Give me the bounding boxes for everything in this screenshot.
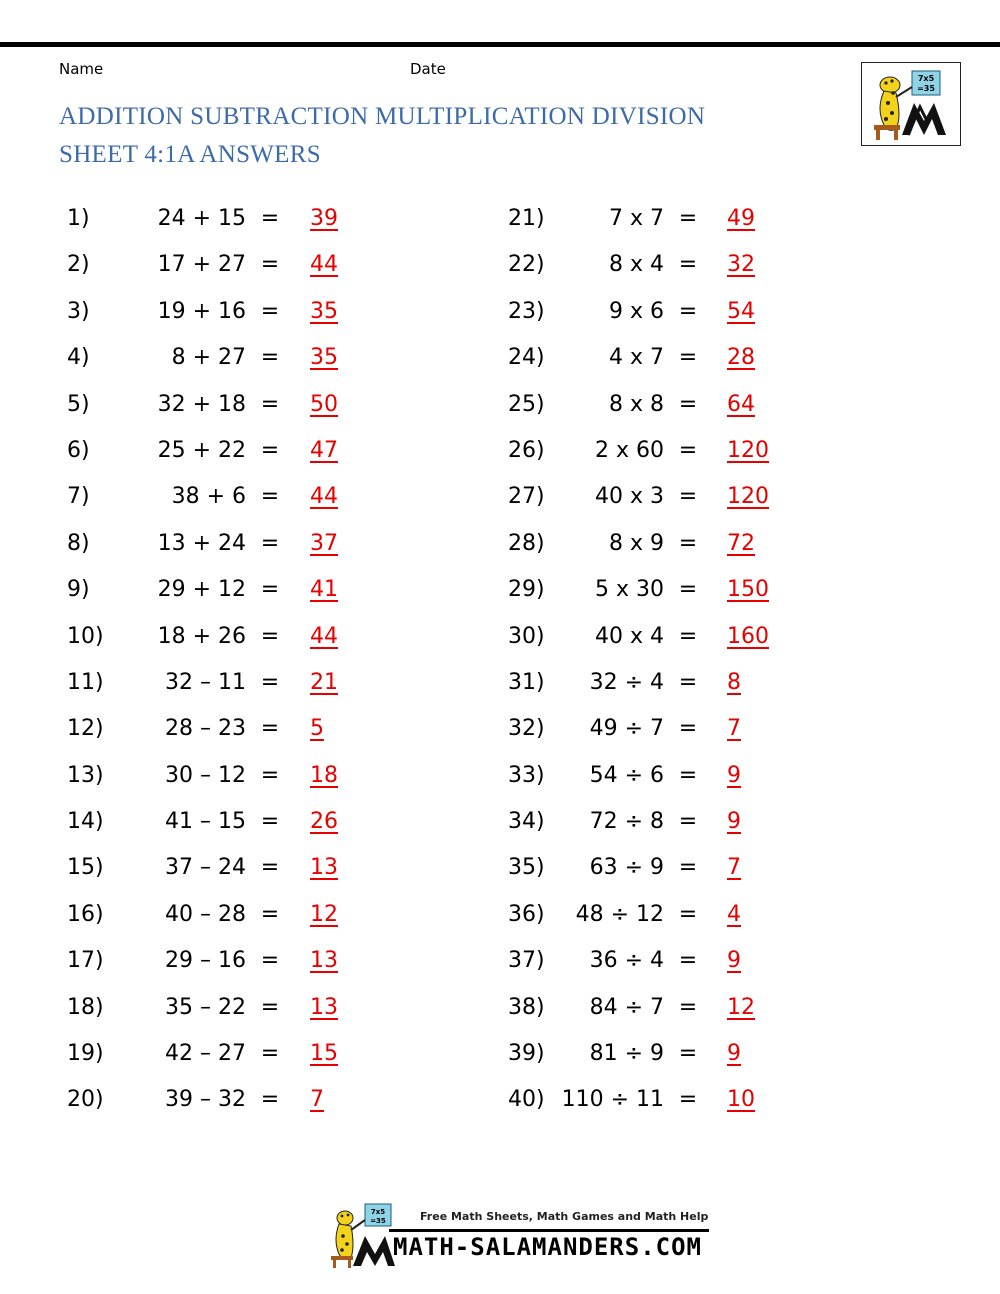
problem-row [0,1079,1000,1125]
problem-row [0,244,1000,290]
problem-expression: 7 x 7 [609,206,664,231]
problem-row [0,616,1000,662]
answer: 9 [727,948,741,974]
problem-expression: 8 x 9 [609,530,664,556]
problem-row [0,430,1000,476]
problem-number: 13) [67,762,104,788]
equals-sign: = [260,577,280,603]
problem-expression: 40 x 3 [595,484,664,510]
problem-row [0,801,1000,847]
problem-row [0,662,1000,708]
answer: 7 [727,716,741,742]
problem-number: 15) [67,855,104,881]
answer: 44 [310,623,338,649]
answer: 13 [310,994,338,1020]
date-label: Date [410,60,446,78]
answer: 44 [310,484,338,510]
equals-sign: = [260,530,280,556]
equals-sign: = [678,1041,698,1067]
footer-badge-line2: =35 [370,1217,386,1225]
footer-logo [325,1200,715,1270]
answer: 18 [310,762,338,788]
equals-sign: = [260,669,280,695]
equals-sign: = [260,994,280,1020]
answer: 26 [310,809,338,835]
problem-expression: 35 – 22 [165,994,246,1020]
problem-expression: 24 + 15 [157,206,246,231]
equals-sign: = [260,437,280,463]
problem-number: 21) [508,206,545,231]
problem-number: 19) [67,1041,104,1067]
answer: 10 [727,1087,755,1113]
problem-number: 39) [508,1041,545,1067]
problem-expression: 81 ÷ 9 [589,1041,664,1067]
problem-number: 5) [67,391,90,417]
problem-row [0,198,1000,244]
answer: 37 [310,530,338,556]
equals-sign: = [260,901,280,927]
answer: 47 [310,437,338,463]
problem-expression: 54 ÷ 6 [589,762,664,788]
equals-sign: = [260,391,280,417]
problem-row [0,894,1000,940]
problem-number: 22) [508,252,545,278]
problem-number: 8) [67,530,90,556]
problem-row [0,476,1000,522]
math-salamanders-logo [861,62,961,146]
footer-badge-line1: 7x5 [370,1208,386,1216]
answer: 28 [727,345,755,371]
equals-sign: = [678,530,698,556]
problem-number: 29) [508,577,545,603]
equals-sign: = [260,484,280,510]
problem-column-right [0,198,1000,1126]
problem-expression: 32 – 11 [165,669,246,695]
answer: 49 [727,206,755,231]
problem-number: 3) [67,298,90,324]
answer: 9 [727,809,741,835]
problem-number: 36) [508,901,545,927]
equals-sign: = [678,252,698,278]
problem-expression: 63 ÷ 9 [589,855,664,881]
problem-row [0,523,1000,569]
answer: 9 [727,762,741,788]
problem-expression: 19 + 16 [157,298,246,324]
problem-number: 27) [508,484,545,510]
top-rule [0,42,1000,47]
footer-rule [389,1229,709,1232]
answer: 12 [310,901,338,927]
name-label: Name [59,60,104,78]
problem-number: 40) [508,1087,545,1113]
problem-expression: 48 ÷ 12 [575,901,664,927]
problem-expression: 32 ÷ 4 [589,669,664,695]
problem-expression: 36 ÷ 4 [589,948,664,974]
equals-sign: = [678,948,698,974]
problem-expression: 32 + 18 [157,391,246,417]
equals-sign: = [678,762,698,788]
answer: 54 [727,298,755,324]
problem-row [0,337,1000,383]
answer: 35 [310,345,338,371]
problem-expression: 13 + 24 [157,530,246,556]
problem-number: 23) [508,298,545,324]
problem-number: 17) [67,948,104,974]
footer-brand: MATH-SALAMANDERS.COM [393,1233,702,1261]
problem-number: 25) [508,391,545,417]
problem-row [0,1033,1000,1079]
problem-number: 10) [67,623,104,649]
problem-expression: 8 + 27 [171,345,246,371]
equals-sign: = [260,948,280,974]
problem-number: 35) [508,855,545,881]
answer: 120 [727,437,769,463]
answer: 150 [727,577,769,603]
problem-number: 2) [67,252,90,278]
equals-sign: = [678,577,698,603]
answer: 7 [727,855,741,881]
answer: 41 [310,577,338,603]
problem-expression: 37 – 24 [165,855,246,881]
answer: 21 [310,669,338,695]
answer: 5 [310,716,324,742]
problem-row [0,755,1000,801]
logo-badge-line1: 7x5 [917,74,935,83]
equals-sign: = [678,901,698,927]
problem-expression: 25 + 22 [157,437,246,463]
problem-number: 38) [508,994,545,1020]
equals-sign: = [260,1041,280,1067]
equals-sign: = [260,762,280,788]
problem-number: 9) [67,577,90,603]
equals-sign: = [260,345,280,371]
equals-sign: = [678,669,698,695]
equals-sign: = [260,252,280,278]
answer: 50 [310,391,338,417]
problem-expression: 41 – 15 [165,809,246,835]
equals-sign: = [678,809,698,835]
problem-expression: 40 – 28 [165,901,246,927]
problem-number: 20) [67,1087,104,1113]
problem-number: 6) [67,437,90,463]
equals-sign: = [678,437,698,463]
problem-expression: 9 x 6 [609,298,664,324]
problem-row [0,384,1000,430]
worksheet-title: ADDITION SUBTRACTION MULTIPLICATION DIVISION [59,103,706,130]
equals-sign: = [260,206,280,231]
answer: 12 [727,994,755,1020]
equals-sign: = [678,716,698,742]
equals-sign: = [678,298,698,324]
answer: 7 [310,1087,324,1113]
problem-expression: 29 + 12 [157,577,246,603]
problem-expression: 42 – 27 [165,1041,246,1067]
problem-number: 16) [67,901,104,927]
problem-number: 11) [67,669,104,695]
logo-badge-line2: =35 [917,84,935,93]
equals-sign: = [678,1087,698,1113]
problem-number: 14) [67,809,104,835]
problem-number: 28) [508,530,545,556]
equals-sign: = [678,345,698,371]
problem-expression: 84 ÷ 7 [589,994,664,1020]
answer: 72 [727,530,755,556]
answer: 8 [727,669,741,695]
problem-expression: 29 – 16 [165,948,246,974]
problem-expression: 38 + 6 [171,484,246,510]
equals-sign: = [678,855,698,881]
answer: 9 [727,1041,741,1067]
answer: 4 [727,901,741,927]
problem-row [0,940,1000,986]
worksheet-subtitle: SHEET 4:1A ANSWERS [59,141,321,168]
footer-tagline: Free Math Sheets, Math Games and Math Help [420,1210,709,1223]
problem-row [0,291,1000,337]
problem-number: 32) [508,716,545,742]
footer-salamander-icon [325,1200,395,1270]
answer: 15 [310,1041,338,1067]
problem-expression: 2 x 60 [595,437,664,463]
problem-expression: 4 x 7 [609,345,664,371]
problem-number: 4) [67,345,90,371]
problem-number: 26) [508,437,545,463]
salamander-teacher-icon [862,63,959,144]
problem-expression: 49 ÷ 7 [589,716,664,742]
problem-expression: 8 x 4 [609,252,664,278]
problem-expression: 39 – 32 [165,1087,246,1113]
problem-expression: 5 x 30 [595,577,664,603]
problem-row [0,569,1000,615]
answer: 44 [310,252,338,278]
problem-number: 30) [508,623,545,649]
problem-expression: 18 + 26 [157,623,246,649]
equals-sign: = [260,809,280,835]
problem-row [0,987,1000,1033]
problem-expression: 30 – 12 [165,762,246,788]
equals-sign: = [678,391,698,417]
equals-sign: = [260,298,280,324]
problem-expression: 72 ÷ 8 [589,809,664,835]
equals-sign: = [678,994,698,1020]
problem-number: 7) [67,484,90,510]
equals-sign: = [678,206,698,231]
answer: 64 [727,391,755,417]
equals-sign: = [260,1087,280,1113]
problem-number: 12) [67,716,104,742]
problem-row [0,847,1000,893]
problem-row [0,708,1000,754]
problem-number: 18) [67,994,104,1020]
equals-sign: = [260,623,280,649]
equals-sign: = [678,484,698,510]
answer: 39 [310,206,338,231]
problem-number: 24) [508,345,545,371]
answer: 13 [310,855,338,881]
problem-number: 37) [508,948,545,974]
equals-sign: = [260,855,280,881]
problem-number: 33) [508,762,545,788]
answer: 160 [727,623,769,649]
problem-expression: 110 ÷ 11 [561,1087,664,1113]
answer: 32 [727,252,755,278]
problem-expression: 28 – 23 [165,716,246,742]
problem-expression: 17 + 27 [157,252,246,278]
equals-sign: = [678,623,698,649]
problem-number: 34) [508,809,545,835]
problem-expression: 8 x 8 [609,391,664,417]
problem-number: 31) [508,669,545,695]
problem-expression: 40 x 4 [595,623,664,649]
problem-number: 1) [67,206,90,231]
equals-sign: = [260,716,280,742]
answer: 35 [310,298,338,324]
answer: 120 [727,484,769,510]
answer: 13 [310,948,338,974]
